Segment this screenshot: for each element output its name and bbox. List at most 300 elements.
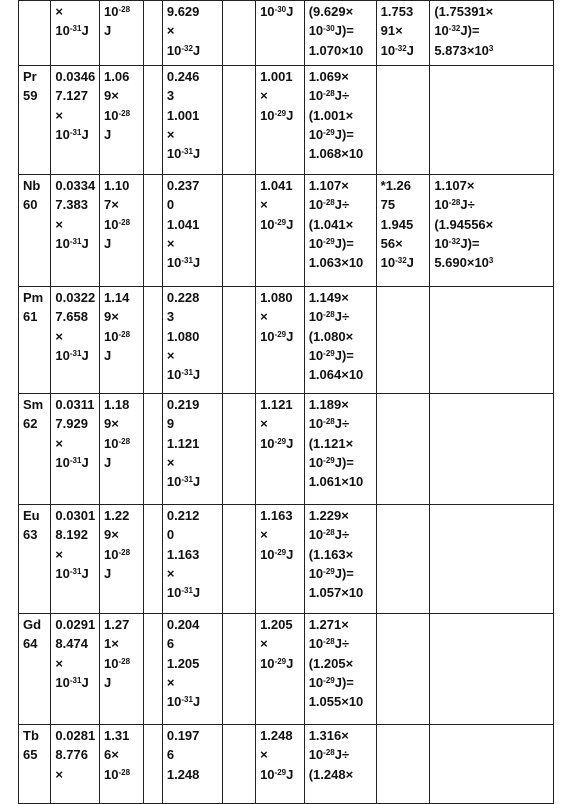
exponent: -28 <box>118 656 131 666</box>
cell-line: (1.041× <box>308 216 354 232</box>
cell-line: 1.121 <box>260 397 293 412</box>
cell-line: 3 <box>166 309 175 325</box>
table-row <box>19 614 554 725</box>
exponent: -28 <box>118 5 131 14</box>
cell-line: 0.0334 <box>55 178 96 193</box>
exponent: -28 <box>118 767 131 777</box>
cell-line: 1.163 <box>260 508 293 523</box>
cell-line: 1.229× <box>308 508 349 523</box>
exponent: -29 <box>274 217 287 227</box>
table-cell <box>19 1 51 66</box>
table-cell <box>162 614 222 725</box>
table-cell <box>143 614 162 725</box>
cell-line: (1.121× <box>308 435 354 451</box>
table-cell <box>100 505 144 614</box>
cell-line: 0.197 <box>166 728 200 743</box>
cell-line: × <box>166 565 175 581</box>
cell-line: (1.163× <box>308 546 354 562</box>
table-cell <box>100 394 144 505</box>
table-cell <box>376 614 430 725</box>
cell-line: 1.205 <box>260 617 293 632</box>
cell-line: 1.753 <box>380 4 414 19</box>
exponent: -28 <box>323 748 335 758</box>
table-cell <box>256 614 305 725</box>
table-row <box>19 505 554 614</box>
cell-line: 65 <box>23 747 38 763</box>
cell-line: $10^{-28}J\div$ <box>308 636 350 652</box>
cell-line: 7.127 <box>55 88 88 104</box>
cell-line: $5.873\times 10^3$ <box>434 42 494 58</box>
cell-line: 0.237 <box>166 178 200 193</box>
cell-line: 8.474 <box>55 636 88 652</box>
cell-line: 9.629 <box>166 4 200 19</box>
table-cell <box>143 1 162 66</box>
table-cell <box>222 505 255 614</box>
table-cell <box>376 505 430 614</box>
cell-line: $10^{-29}J$ <box>260 107 294 123</box>
table-cell <box>100 66 144 175</box>
exponent: -32 <box>395 43 407 53</box>
table-cell <box>143 66 162 175</box>
exponent: -29 <box>323 348 335 358</box>
cell-line: 0.246 <box>166 69 200 84</box>
exponent: -31 <box>69 236 82 246</box>
exponent: -31 <box>181 368 193 378</box>
cell-line: 1× <box>104 636 119 652</box>
table-cell <box>430 505 554 614</box>
cell-line: J <box>104 674 112 690</box>
table-cell <box>162 505 222 614</box>
exponent: -29 <box>323 236 335 246</box>
table-cell <box>19 614 51 725</box>
table-row <box>19 394 554 505</box>
cell-line: 0.0346 <box>55 69 96 84</box>
cell-line: 1.189× <box>308 397 349 412</box>
cell-line: 0.0322 <box>55 290 96 305</box>
cell-line: $10^{-31}J$ <box>55 126 89 142</box>
table-cell <box>143 725 162 804</box>
exponent: -28 <box>323 310 335 320</box>
cell-line: × <box>55 655 64 671</box>
table-cell <box>19 175 51 287</box>
table-cell <box>304 394 376 505</box>
cell-line: J <box>104 347 112 363</box>
cell-line: 1.316× <box>308 728 349 743</box>
table-cell <box>304 287 376 394</box>
table-cell <box>51 614 100 725</box>
cell-line: 7× <box>104 197 119 213</box>
cell-line: 0.212 <box>166 508 200 523</box>
cell-line: 1.080 <box>166 328 200 344</box>
cell-line: × <box>260 636 268 652</box>
cell-line: 1.121 <box>166 435 200 451</box>
cell-line: $10^{-30}J)=$ <box>308 23 354 39</box>
table-cell <box>51 725 100 804</box>
exponent: -31 <box>69 24 82 34</box>
cell-line: Nb <box>23 178 41 193</box>
exponent: -32 <box>448 24 461 34</box>
table-cell <box>162 394 222 505</box>
cell-line: 91× <box>380 23 403 39</box>
table-cell <box>376 725 430 804</box>
cell-line: Pr <box>23 69 37 84</box>
cell-line: × <box>166 454 175 470</box>
cell-line: $10^{-28}$ <box>104 216 131 232</box>
cell-line: 0.0311 <box>55 397 95 412</box>
cell-line: 75 <box>380 197 396 213</box>
cell-line: 1.18 <box>104 397 130 412</box>
cell-line: × <box>260 309 268 325</box>
cell-line: 1.205 <box>166 655 200 671</box>
cell-line: × <box>166 23 175 39</box>
cell-line: 1.22 <box>104 508 130 523</box>
table-cell <box>51 505 100 614</box>
cell-line: 7.658 <box>55 309 88 325</box>
cell-line: 6× <box>104 747 119 763</box>
cell-line: 63 <box>23 527 38 543</box>
cell-line: $10^{-28}J\div$ <box>308 747 350 763</box>
table-cell <box>376 1 430 66</box>
cell-line: $10^{-31}J$ <box>166 585 201 601</box>
cell-line: J <box>104 235 112 251</box>
cell-line: 9× <box>104 88 119 104</box>
cell-line: $10^{-28}$ <box>104 328 131 344</box>
cell-line: $10^{-28}J\div$ <box>308 309 350 325</box>
cell-line: 1.06 <box>104 69 130 84</box>
exponent: -29 <box>274 767 287 777</box>
cell-line: $10^{-28}$ <box>104 107 131 123</box>
exponent: -30 <box>274 5 287 14</box>
exponent: -28 <box>118 217 131 227</box>
exponent: -31 <box>181 256 193 266</box>
cell-line: 0 <box>166 527 175 543</box>
cell-line: 1.14 <box>104 290 130 305</box>
cell-line: 1.10 <box>104 178 130 193</box>
exponent: -28 <box>118 108 131 118</box>
cell-line: 0.0301 <box>55 508 96 523</box>
cell-line: $10^{-31}J$ <box>166 367 201 383</box>
exponent: -28 <box>448 198 461 208</box>
exponent: -31 <box>181 695 193 705</box>
cell-line: $10^{-28}$ <box>104 546 131 562</box>
cell-line: $10^{-31}J$ <box>166 146 201 162</box>
cell-line: 8.776 <box>55 747 88 763</box>
cell-line: 7.929 <box>55 416 88 432</box>
exponent: -31 <box>69 566 82 576</box>
cell-line: 1.068×10 <box>308 146 364 162</box>
exponent: -31 <box>69 455 82 465</box>
table-row <box>19 725 554 804</box>
cell-line: 1.063×10 <box>308 255 364 271</box>
cell-line: 0.219 <box>166 397 200 412</box>
exponent: -28 <box>118 547 131 557</box>
table-cell <box>256 725 305 804</box>
table-row <box>19 287 554 394</box>
cell-line: × <box>166 347 175 363</box>
table-cell <box>304 1 376 66</box>
cell-line: (1.248× <box>308 766 354 782</box>
cell-line: Pm <box>23 290 44 305</box>
cell-line: (9.629× <box>308 4 354 19</box>
table-cell <box>19 287 51 394</box>
cell-line: $10^{-32}J$ <box>380 42 414 58</box>
exponent: -29 <box>274 436 287 446</box>
exponent: -31 <box>181 475 193 485</box>
cell-line: 60 <box>23 197 38 213</box>
cell-line: $10^{-29}J$ <box>260 766 294 782</box>
cell-line: 1.248 <box>166 766 200 782</box>
cell-line: 7.383 <box>55 197 88 213</box>
cell-line: $10^{-32}J$ <box>166 42 201 58</box>
exponent: 3 <box>488 43 494 53</box>
exponent: -31 <box>181 586 193 596</box>
cell-line: Tb <box>23 728 39 743</box>
cell-line: $10^{-29}J$ <box>260 546 294 562</box>
table-cell <box>162 287 222 394</box>
cell-line: $10^{-28}$ <box>104 435 131 451</box>
cell-line: $10^{-29}J$ <box>260 328 294 344</box>
cell-line: 1.057×10 <box>308 585 364 601</box>
cell-line: 1.064×10 <box>308 367 364 383</box>
table-cell <box>143 505 162 614</box>
cell-line: 61 <box>23 309 38 325</box>
cell-line: $10^{-29}J)=$ <box>308 674 354 690</box>
cell-line: $10^{-31}J$ <box>55 347 89 363</box>
exponent: -28 <box>323 417 335 427</box>
cell-line: $10^{-30}J$ <box>260 4 294 19</box>
cell-line: 1.055×10 <box>308 694 364 710</box>
table-cell <box>304 614 376 725</box>
cell-line: 1.945 <box>380 216 414 232</box>
cell-line: $10^{-28}$ <box>104 4 131 19</box>
exponent: -28 <box>323 198 335 208</box>
cell-line: $10^{-31}J$ <box>55 23 89 39</box>
cell-line: $10^{-31}J$ <box>55 674 89 690</box>
table-cell <box>19 66 51 175</box>
table-cell <box>222 725 255 804</box>
cell-line: J <box>104 565 112 581</box>
cell-line: 0.204 <box>166 617 200 632</box>
table-cell <box>222 175 255 287</box>
cell-line: $10^{-29}J)=$ <box>308 347 354 363</box>
cell-line: $10^{-31}J$ <box>55 454 89 470</box>
table-cell <box>222 1 255 66</box>
table-cell <box>51 175 100 287</box>
cell-line: $10^{-28}J\div$ <box>308 416 350 432</box>
table-cell <box>143 175 162 287</box>
cell-line: 56× <box>380 235 403 251</box>
cell-line: $10^{-28}$ <box>104 766 131 782</box>
table-cell <box>304 66 376 175</box>
cell-line: 1.107× <box>434 178 475 193</box>
table-cell <box>222 66 255 175</box>
table-cell <box>430 614 554 725</box>
cell-line: 1.107× <box>308 178 349 193</box>
cell-line: $10^{-31}J$ <box>166 474 201 490</box>
cell-line: (1.94556× <box>434 216 494 232</box>
cell-line: $10^{-29}J$ <box>260 655 294 671</box>
cell-line: (1.205× <box>308 655 354 671</box>
cell-line: × <box>260 88 268 104</box>
cell-line: × <box>260 527 268 543</box>
table-cell <box>19 505 51 614</box>
exponent: -28 <box>118 329 131 339</box>
cell-line: × <box>166 235 175 251</box>
cell-line: 64 <box>23 636 38 652</box>
table-cell <box>304 175 376 287</box>
cell-line: 1.041 <box>260 178 293 193</box>
cell-line: (1.001× <box>308 107 354 123</box>
cell-line: × <box>166 674 175 690</box>
cell-line: $10^{-31}J$ <box>55 235 89 251</box>
cell-line: (1.080× <box>308 328 354 344</box>
exponent: -28 <box>323 637 335 647</box>
table-cell <box>162 725 222 804</box>
exponent: -32 <box>395 256 407 266</box>
cell-line: 1.27 <box>104 617 130 632</box>
table-row <box>19 175 554 287</box>
table-cell <box>304 505 376 614</box>
table-cell <box>376 287 430 394</box>
table-cell <box>51 287 100 394</box>
data-table <box>18 0 554 804</box>
table-cell <box>143 287 162 394</box>
cell-line: × <box>55 328 64 344</box>
cell-line: 0.0291 <box>55 617 96 632</box>
cell-line: 1.070×10 <box>308 42 364 58</box>
table-cell <box>222 287 255 394</box>
cell-line: 3 <box>166 88 175 104</box>
table-row <box>19 1 554 66</box>
table-cell <box>51 66 100 175</box>
cell-line: 1.248 <box>260 728 293 743</box>
exponent: -28 <box>323 89 335 99</box>
exponent: -31 <box>69 348 82 358</box>
cell-line: $10^{-32}J$ <box>380 255 414 271</box>
cell-line: $5.690\times 10^3$ <box>434 255 494 271</box>
table-cell <box>100 175 144 287</box>
table-cell <box>162 1 222 66</box>
cell-line: 1.001 <box>166 107 200 123</box>
cell-line: $10^{-29}J)=$ <box>308 235 354 251</box>
cell-line: × <box>55 766 64 782</box>
cell-line: 1.080 <box>260 290 293 305</box>
cell-line: $10^{-28}J\div$ <box>308 527 350 543</box>
cell-line: *1.26 <box>380 178 412 193</box>
exponent: -29 <box>323 566 335 576</box>
cell-line: J <box>104 23 112 39</box>
table-cell <box>304 725 376 804</box>
cell-line: × <box>55 107 64 123</box>
cell-line: 0.0281 <box>55 728 96 743</box>
table-cell <box>430 175 554 287</box>
cell-line: 1.061×10 <box>308 474 364 490</box>
exponent: -28 <box>118 436 131 446</box>
cell-line: 9× <box>104 416 119 432</box>
table-cell <box>376 394 430 505</box>
table-cell <box>430 394 554 505</box>
table-cell <box>100 614 144 725</box>
exponent: -29 <box>274 547 287 557</box>
cell-line: $10^{-29}J)=$ <box>308 565 354 581</box>
cell-line: × <box>55 435 64 451</box>
exponent: -29 <box>323 127 335 137</box>
cell-line: $10^{-32}J)=$ <box>434 23 480 39</box>
table-cell <box>430 66 554 175</box>
table-cell <box>222 394 255 505</box>
cell-line: $10^{-31}J$ <box>166 255 201 271</box>
exponent: -29 <box>323 455 335 465</box>
table-cell <box>143 394 162 505</box>
exponent: -31 <box>69 675 82 685</box>
exponent: -29 <box>274 108 287 118</box>
cell-line: $10^{-29}J)=$ <box>308 126 354 142</box>
cell-line: $10^{-31}J$ <box>166 694 201 710</box>
exponent: -32 <box>448 236 461 246</box>
table-cell <box>100 725 144 804</box>
table-cell <box>222 614 255 725</box>
cell-line: 9× <box>104 309 119 325</box>
cell-line: 1.271× <box>308 617 349 632</box>
cell-line: 6 <box>166 636 175 652</box>
exponent: 3 <box>488 256 494 266</box>
cell-line: $10^{-29}J$ <box>260 216 294 232</box>
table-cell <box>430 725 554 804</box>
table-body <box>19 1 554 804</box>
table-cell <box>51 394 100 505</box>
cell-line: $10^{-28}J\div$ <box>308 197 350 213</box>
cell-line: 6 <box>166 747 175 763</box>
cell-line: $10^{-28}J\div$ <box>308 88 350 104</box>
exponent: -31 <box>181 147 193 157</box>
table-cell <box>256 1 305 66</box>
exponent: -29 <box>274 656 287 666</box>
cell-line: × <box>260 416 268 432</box>
cell-line: Gd <box>23 617 42 632</box>
cell-line: 9× <box>104 527 119 543</box>
exponent: -29 <box>274 329 287 339</box>
cell-line: 62 <box>23 416 38 432</box>
cell-line: 1.069× <box>308 69 349 84</box>
cell-line: $10^{-32}J)=$ <box>434 235 480 251</box>
table-cell <box>19 725 51 804</box>
exponent: -32 <box>181 43 193 53</box>
cell-line: Eu <box>23 508 40 523</box>
cell-line: × <box>55 216 64 232</box>
table-cell <box>430 1 554 66</box>
cell-line: 9 <box>166 416 175 432</box>
exponent: -31 <box>69 127 82 137</box>
cell-line: (1.75391× <box>434 4 494 19</box>
table-cell <box>256 66 305 175</box>
table-cell <box>256 287 305 394</box>
cell-line: J <box>104 454 112 470</box>
table-cell <box>162 66 222 175</box>
table-cell <box>256 175 305 287</box>
exponent: -28 <box>323 528 335 538</box>
cell-line: × <box>55 546 64 562</box>
table-cell <box>376 66 430 175</box>
table-cell <box>256 505 305 614</box>
cell-line: Sm <box>23 397 44 412</box>
exponent: -30 <box>323 24 335 34</box>
cell-line: $10^{-28}$ <box>104 655 131 671</box>
table-cell <box>100 1 144 66</box>
table-row <box>19 66 554 175</box>
cell-line: × <box>260 747 268 763</box>
cell-line: $10^{-29}J)=$ <box>308 454 354 470</box>
cell-line: × <box>55 4 64 19</box>
